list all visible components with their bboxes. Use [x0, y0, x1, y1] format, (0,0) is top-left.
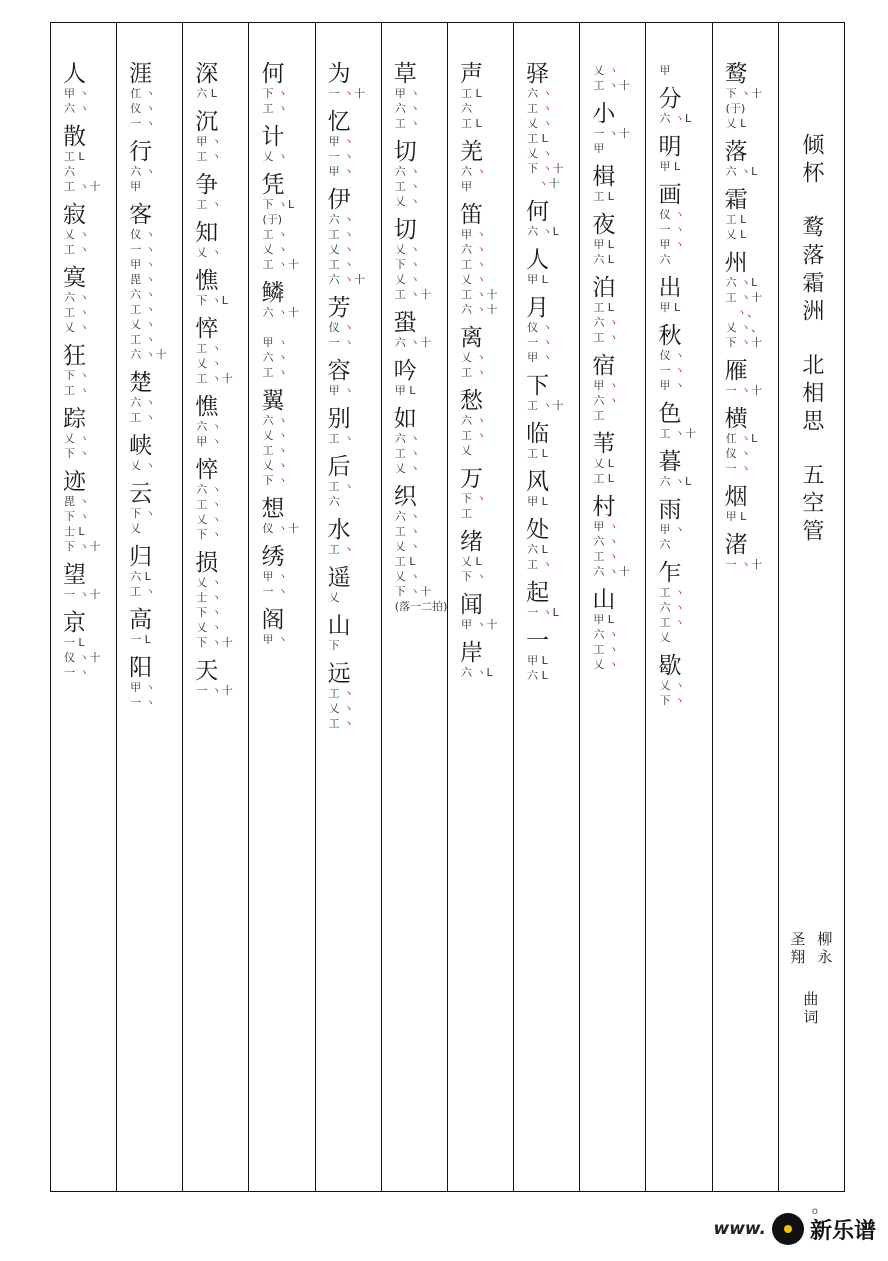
lyric-char: 寞 [62, 265, 86, 291]
gongche-notation: 工 ヽ [196, 198, 222, 211]
column-body [316, 63, 381, 1181]
lyric-char: 损 [195, 550, 219, 576]
gongche-notation: 六 ヽL 工 ヽ十 ヽ、 乂 ヽ、 下 ヽ十 [725, 276, 763, 349]
lyric-char: 宿 [592, 353, 616, 379]
gongche-notation: 甲 L [659, 301, 681, 314]
composer-name: 圣翔 [788, 931, 807, 967]
score-column [513, 23, 579, 1191]
lyric-char: 州 [724, 250, 748, 276]
lyric-char: 何 [526, 199, 550, 225]
gongche-notation: 六 ヽL [659, 475, 692, 488]
lyric-char: 翼 [261, 388, 285, 414]
gongche-notation: 工 ヽ十 [659, 427, 696, 440]
lyric-char: 驿 [526, 61, 550, 87]
lyric-char: 后 [327, 454, 351, 480]
lyric-char: 如 [393, 406, 417, 432]
lyric-char: 水 [327, 517, 351, 543]
gongche-notation: 甲 ヽ [262, 633, 288, 646]
gongche-notation: 乂 ヽ [196, 246, 222, 259]
lyric-char: 起 [526, 580, 550, 606]
gongche-notation: 仜 ヽL 仪 ヽ 一 ヽ [725, 432, 758, 475]
gongche-notation: (于) 工 ヽ 乂 ヽ 工 ヽ十 [262, 213, 299, 271]
gongche-notation: 工 ヽ 乂 ヽ 工 ヽ十 [196, 342, 233, 385]
gongche-notation: 一 L [130, 633, 151, 646]
lyric-char: 为 [327, 61, 351, 87]
title-line-2: 鹜落霜洲 [798, 215, 824, 327]
lyric-char: 村 [592, 494, 616, 520]
lyric-char: 渚 [724, 532, 748, 558]
lyric-char: 伊 [327, 187, 351, 213]
gongche-notation: 一 ヽ十 [328, 87, 366, 100]
title-line-4: 五空管 [798, 463, 824, 547]
gongche-notation: 六 L 工 ヽ [527, 543, 553, 571]
gongche-notation: 乂 ヽ 下 ヽ 乂 ヽ 工 ヽ十 [394, 243, 432, 301]
gongche-notation: 六 ヽ 乂 ヽ 工 ヽ 乂 ヽ 下 ヽ [262, 414, 288, 487]
gongche-notation: 下 ヽ 工 ヽ [63, 369, 90, 397]
title-line-1: 倾杯 [798, 133, 824, 189]
gongche-notation: 六 ヽ 工 ヽ 乂 ヽ [394, 432, 421, 475]
gongche-notation: 仪 ヽ 一 ヽ [328, 321, 355, 349]
gongche-notation: 六 ヽ 工 ヽ 乂 ヽ [394, 165, 421, 208]
lyric-char: 憔 [195, 394, 219, 420]
gongche-notation: 甲 ヽ 一 ヽ 甲 ヽ [328, 135, 355, 178]
gongche-notation: 下 ヽL [196, 294, 228, 307]
score-sheet [50, 22, 845, 1192]
gongche-notation: 下 ヽ 工 ヽ [262, 87, 288, 115]
lyric-char: 迹 [62, 469, 86, 495]
gongche-notation: 乂 ヽ [130, 459, 156, 472]
gongche-notation: 乂 ヽ 下 ヽ [63, 432, 90, 460]
gongche-notation: 一 ヽ十 [196, 684, 233, 697]
lyric-char: 憔 [195, 268, 219, 294]
score-column [447, 23, 513, 1191]
lyric-char: 鹜 [724, 61, 748, 87]
gongche-notation: 六 ヽ十 甲 ヽ 六 ヽ 工 ヽ [262, 306, 299, 379]
gongche-notation: 六 ヽ 工 ヽ 乂 ヽ 工 L 乂 ヽ 下 ヽ十 ヽ十 [527, 87, 564, 190]
gongche-notation: 工 L 六 ヽ 工 ヽ [593, 301, 619, 344]
lyric-char: 楚 [129, 370, 153, 396]
column-body [713, 63, 778, 1181]
vinyl-record-icon [772, 1213, 804, 1245]
gongche-notation: 甲 ヽ [328, 384, 355, 397]
lyric-char: 云 [129, 481, 153, 507]
watermark-brand: 新乐谱 [809, 1218, 876, 1244]
gongche-notation: 甲 ヽ 一 ヽ [130, 681, 156, 709]
lyric-char: 阁 [261, 607, 285, 633]
gongche-notation: 一 ヽL [527, 606, 559, 619]
gongche-notation: 甲 L [659, 160, 681, 173]
gongche-notation: 工 L 六 工 ヽ十 [63, 150, 101, 193]
lyric-char: 京 [62, 610, 86, 636]
lyric-char: 夜 [592, 212, 616, 238]
lyric-char: 霜 [724, 187, 748, 213]
gongche-notation: 工 ヽ [328, 432, 355, 445]
lyric-char: 客 [129, 202, 153, 228]
score-column [51, 23, 116, 1191]
gongche-notation: 甲 ヽ 六 ヽ 工 ヽ [394, 87, 421, 130]
lyric-char: 想 [261, 496, 285, 522]
gongche-notation: 甲 L [394, 384, 416, 397]
gongche-notation: 六 L 工 ヽ [130, 570, 156, 598]
gongche-notation: 六 ヽ 工 ヽ 乂 ヽ 工 L 乂 ヽ 下 ヽ十 [394, 510, 432, 598]
lyric-char: 闻 [459, 592, 483, 618]
gongche-notation: 一 L 仪 ヽ十 一 ヽ [63, 636, 101, 679]
lyric-char: 分 [658, 86, 682, 112]
gongche-notation: 甲 L [725, 510, 747, 523]
lyric-char: 天 [195, 658, 219, 684]
gongche-notation: 一 ヽ十 [725, 558, 763, 571]
gongche-notation: 六 ヽ 工 ヽ 乂 ヽ [63, 291, 90, 334]
lyric-char: 秋 [658, 323, 682, 349]
lyric-char: 苇 [592, 431, 616, 457]
gongche-notation: 一 ヽ十 [725, 384, 763, 397]
lyric-char: 远 [327, 661, 351, 687]
gongche-notation: 下 ヽ十 [725, 87, 763, 100]
column-body [514, 63, 579, 1181]
lyric-char: 绪 [459, 529, 483, 555]
lyric-char: 望 [62, 562, 86, 588]
gongche-notation: 毘 ヽ 下 ヽ 士 L 下 ヽ十 [63, 495, 101, 553]
gongche-notation: 乂 ヽ [262, 150, 288, 163]
lyric-char: 岸 [459, 640, 483, 666]
score-column [712, 23, 778, 1191]
gongche-notation: 甲 [659, 64, 671, 77]
lyric-char: 阳 [129, 655, 153, 681]
title-column [778, 23, 844, 1191]
column-body [117, 63, 182, 1181]
lyric-char: 绣 [261, 544, 285, 570]
gongche-notation: 甲 L 六 L [593, 238, 614, 266]
lyric-char: 归 [129, 544, 153, 570]
lyric-char: 临 [526, 421, 550, 447]
gongche-notation: 乂 ヽ 工 ヽ [63, 228, 90, 256]
watermark-ornament: o [811, 1206, 818, 1217]
gongche-notation: 工 ヽ [328, 543, 355, 556]
gongche-notation: 工 ヽ 六 [328, 480, 355, 508]
gongche-notation: 工 L [593, 190, 614, 203]
lyric-char: 雁 [724, 358, 748, 384]
lyric-char: 山 [327, 613, 351, 639]
lyric-char: 羌 [459, 139, 483, 165]
gongche-notation: 一 ヽ十 [63, 588, 101, 601]
gongche-notation: 工 L 乂 L [725, 213, 747, 241]
gongche-notation: 甲 ヽ 六 ヽ [63, 87, 90, 115]
lyric-char: 乍 [658, 560, 682, 586]
gongche-notation: 工 L 六 工 L [460, 87, 482, 130]
lyric-char: 狂 [62, 343, 86, 369]
gongche-notation: 甲 L 六 ヽ 工 ヽ 乂 ヽ [593, 613, 619, 671]
gongche-notation: 六 L [196, 87, 217, 100]
gongche-notation: 仪 ヽ十 [262, 522, 299, 535]
score-column [248, 23, 314, 1191]
lyric-char: 笛 [459, 202, 483, 228]
gongche-notation: 六 ヽL [725, 165, 758, 178]
lyric-char: 织 [393, 484, 417, 510]
gongche-notation: 甲 ヽ 六 ヽ 工 ヽ 乂 ヽ 工 ヽ十 六 ヽ十 [460, 228, 498, 316]
gongche-notation: (于) 乂 L [725, 102, 747, 130]
column-body [382, 63, 447, 1181]
gongche-notation: 乂 [328, 591, 340, 604]
gongche-notation: 六 ヽL [460, 666, 493, 679]
gongche-notation: 乂 ヽ 工 ヽ [460, 351, 487, 379]
lyric-char: 小 [592, 101, 616, 127]
gongche-notation: 下 ヽ 乂 [130, 507, 156, 535]
gongche-notation: 工 L [527, 447, 548, 460]
lyric-char: 争 [195, 172, 219, 198]
lyric-char: 人 [62, 61, 86, 87]
gongche-notation: 下 [328, 639, 340, 652]
gongche-notation: 乂 ヽ 下 ヽ [659, 679, 685, 707]
lyric-char: 色 [658, 401, 682, 427]
author-name: 柳永 [815, 931, 834, 967]
lyric-char: 人 [526, 247, 550, 273]
gongche-notation: 乂 L 工 L [593, 457, 614, 485]
gongche-notation: 甲 L [527, 495, 548, 508]
lyric-char: 知 [195, 220, 219, 246]
lyric-char: 峡 [129, 433, 153, 459]
lyric-char: 蛩 [393, 310, 417, 336]
lyric-char: 凭 [261, 172, 285, 198]
lyric-char: 风 [526, 469, 550, 495]
gongche-notation: 六 ヽ 甲 ヽ [196, 420, 222, 448]
lyric-char: 悴 [195, 457, 219, 483]
gongche-notation: 仜 ヽ 仪 ヽ 一 ヽ [130, 87, 156, 130]
gongche-notation: 工 ヽ 六 ヽ [659, 586, 685, 614]
lyric-char: 行 [129, 139, 153, 165]
gongche-notation: 仪 ヽ 一 ヽ 甲 ヽ [659, 349, 685, 392]
lyric-char: 计 [261, 124, 285, 150]
column-body [51, 63, 116, 1181]
lyric-char: 遥 [327, 565, 351, 591]
lyric-char: 切 [393, 217, 417, 243]
lyric-char: 悴 [195, 316, 219, 342]
lyric-char: 山 [592, 587, 616, 613]
score-column [381, 23, 447, 1191]
lyric-char: 别 [327, 406, 351, 432]
gongche-notation: 乂 ヽ 士 ヽ 下 ヽ 乂 ヽ 下 ヽ十 [196, 576, 233, 649]
gongche-notation: 甲 ヽ 一 ヽ [262, 570, 288, 598]
gongche-notation: 仪 ヽ 一 ヽ 甲 ヽ [527, 321, 553, 364]
credits [779, 931, 844, 967]
watermark-url: www. [713, 1219, 766, 1239]
lyric-char: 高 [129, 607, 153, 633]
lyric-char: 散 [62, 124, 86, 150]
gongche-notation: 下 ヽ 工 [460, 492, 487, 520]
title-line-3: 北相思 [798, 353, 824, 437]
score-column [645, 23, 711, 1191]
lyric-char: 出 [658, 275, 682, 301]
lyric-char: 下 [526, 373, 550, 399]
lyric-char: 楫 [592, 164, 616, 190]
score-column [579, 23, 645, 1191]
lyric-char: 草 [393, 61, 417, 87]
lyric-char: 一 [526, 628, 550, 654]
gongche-notation: 六 ヽ 甲 [130, 165, 156, 193]
gongche-notation: 乂 L 下 ヽ [460, 555, 487, 583]
lyric-char: 泊 [592, 275, 616, 301]
lyric-char: 忆 [327, 109, 351, 135]
lyric-char: 处 [526, 517, 550, 543]
column-body [646, 63, 711, 1181]
gongche-notation: 甲 L 六 L [527, 654, 548, 682]
lyric-char: 容 [327, 358, 351, 384]
score-column [116, 23, 182, 1191]
gongche-notation: 仪 ヽ 一 ヽ 甲 ヽ 六 [659, 208, 685, 266]
gongche-notation: 甲 ヽ 六 ヽ 工 [593, 379, 619, 422]
lyric-char: 沉 [195, 109, 219, 135]
gongche-notation: 六 ヽL [659, 112, 692, 125]
lyric-char: 万 [459, 466, 483, 492]
lyric-char: 横 [724, 406, 748, 432]
gongche-notation: 一 ヽ十 甲 [593, 127, 630, 155]
lyric-char: 愁 [459, 388, 483, 414]
gongche-notation: 下 ヽL [262, 198, 295, 211]
lyric-char: 落 [724, 139, 748, 165]
lyric-char: 何 [261, 61, 285, 87]
gongche-notation: 工 ヽ 乂 ヽ 工 ヽ [328, 687, 355, 730]
gongche-notation: 工 ヽ十 [527, 399, 564, 412]
site-watermark [713, 1213, 876, 1245]
lyric-char: 涯 [129, 61, 153, 87]
lyric-char: 离 [459, 325, 483, 351]
column-body [580, 63, 645, 1181]
lyric-char: 寂 [62, 202, 86, 228]
gongche-notation: 乂 ヽ 工 ヽ十 [593, 64, 630, 92]
lyric-char: 月 [526, 295, 550, 321]
gongche-notation: 六 ヽ 工 ヽ 乂 ヽ 下 ヽ [196, 483, 222, 541]
gongche-notation: 甲 ヽ十 [460, 618, 498, 631]
lyric-char: 雨 [658, 497, 682, 523]
lyric-char: 声 [459, 61, 483, 87]
column-body [448, 63, 513, 1181]
gongche-notation: 仪 ヽ 一 ヽ 甲 ヽ 毘 ヽ 六 ヽ 工 ヽ 乂 ヽ 工 ヽ 六 ヽ十 [130, 228, 167, 361]
gongche-notation: 六 ヽL [527, 225, 559, 238]
column-body [249, 63, 314, 1181]
lyric-char: 歇 [658, 653, 682, 679]
gongche-notation: 甲 ヽ 工 ヽ [196, 135, 222, 163]
lyric-char: 画 [658, 182, 682, 208]
gongche-notation: 工 ヽ 乂 [659, 616, 685, 644]
gongche-notation: 六 ヽ 工 ヽ 乂 ヽ 工 ヽ 六 ヽ十 [328, 213, 366, 286]
score-column [315, 23, 381, 1191]
lyric-char: 踪 [62, 406, 86, 432]
gongche-notation: 六 ヽ十 [394, 336, 432, 349]
lyric-char: 烟 [724, 484, 748, 510]
gongche-notation: 甲 ヽ 六 ヽ 工 ヽ 六 ヽ十 [593, 520, 630, 578]
lyric-char: 深 [195, 61, 219, 87]
lyric-char: 明 [658, 134, 682, 160]
lyric-char: 吟 [393, 358, 417, 384]
gongche-notation: 甲 ヽ 六 [659, 523, 685, 551]
gongche-notation: 六 ヽ 甲 [460, 165, 487, 193]
score-column [182, 23, 248, 1191]
lyric-char: 鳞 [261, 280, 285, 306]
gongche-notation: 六 ヽ 工 ヽ 乂 [460, 414, 487, 457]
gongche-notation: 六 ヽ 工 ヽ [130, 396, 156, 424]
lyric-char: 暮 [658, 449, 682, 475]
lyric-char: 切 [393, 139, 417, 165]
gongche-notation: 甲 L [527, 273, 548, 286]
gongche-notation: (落一二拍) [394, 600, 447, 613]
lyric-char: 芳 [327, 295, 351, 321]
credit-work-label: 曲词 [801, 991, 820, 1027]
column-body [183, 63, 248, 1181]
